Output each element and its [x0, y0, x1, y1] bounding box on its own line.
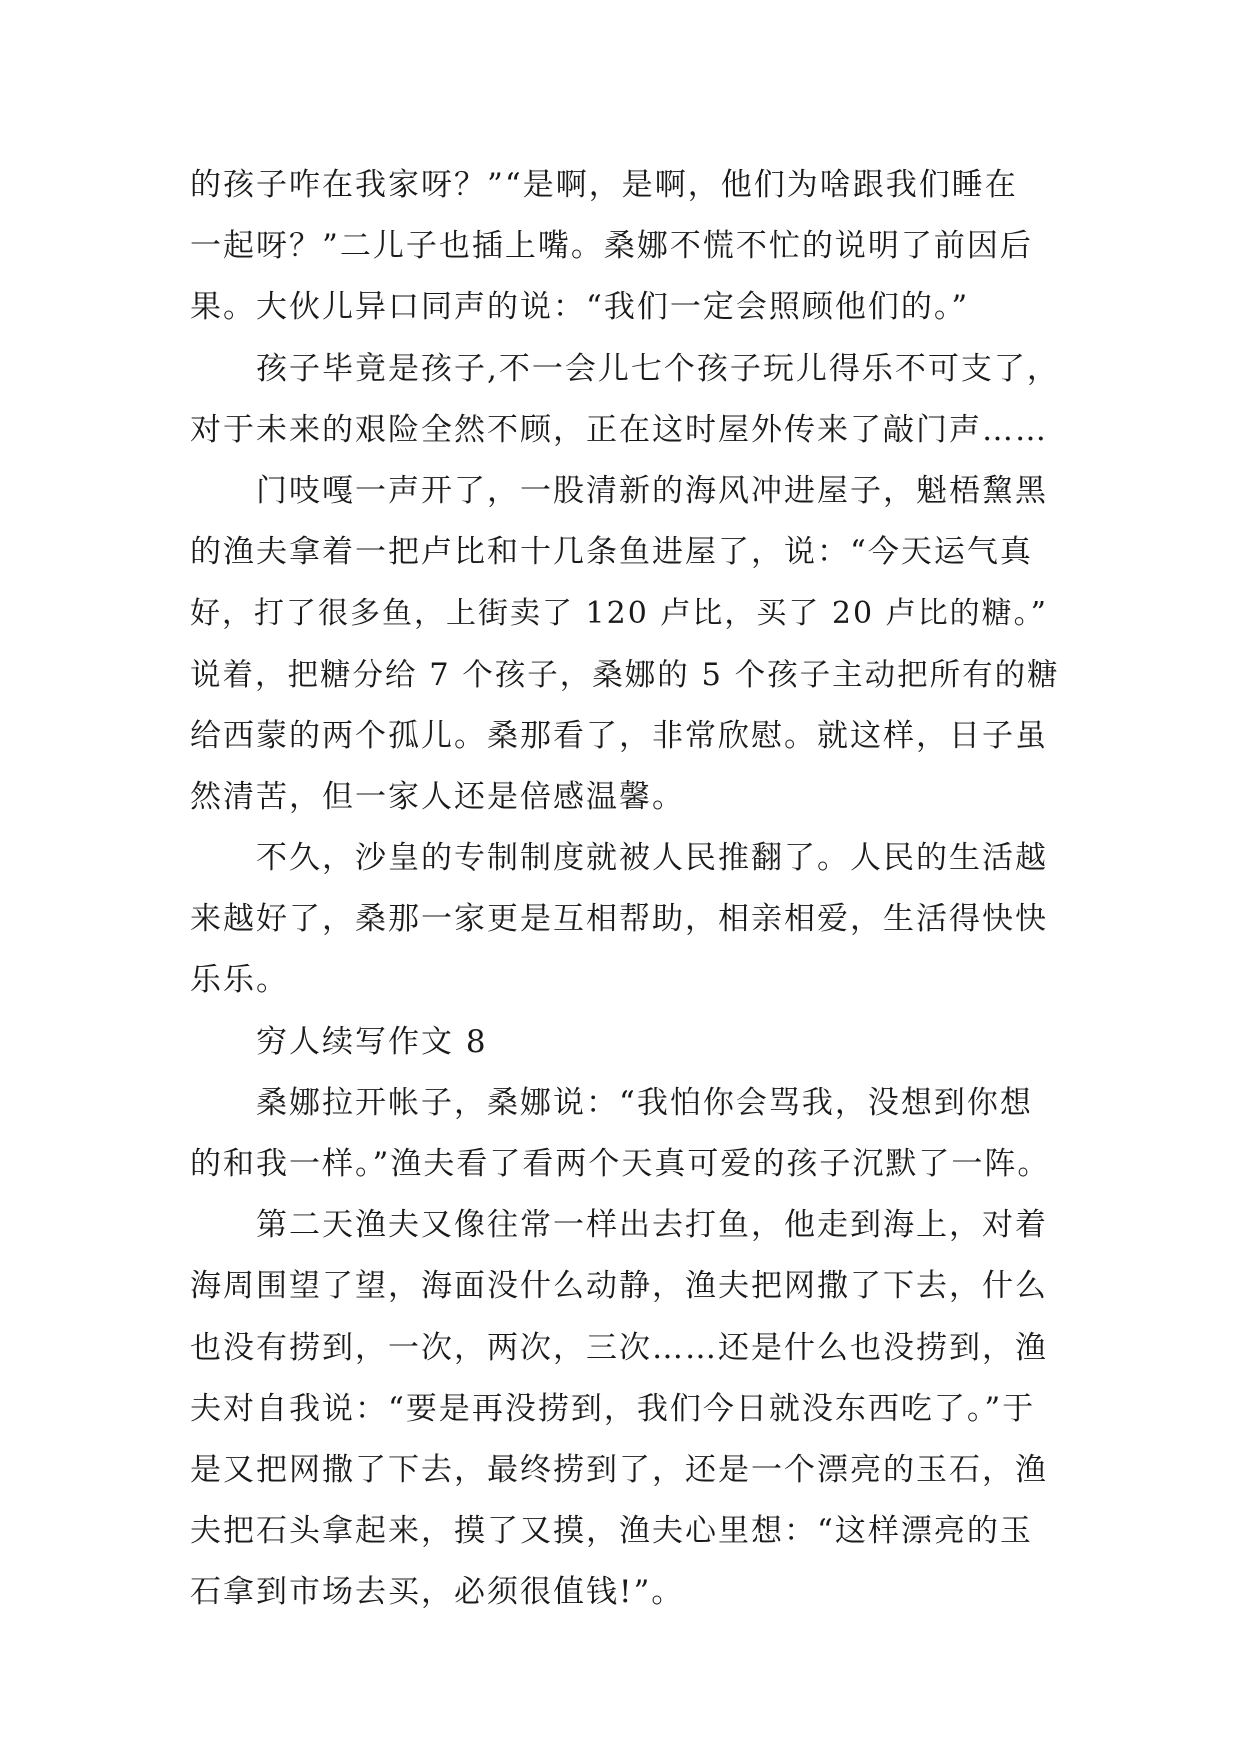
text-line: 说着，把糖分给 7 个孩子，桑娜的 5 个孩子主动把所有的糖 — [190, 657, 1060, 693]
text-line: 夫对自我说：“要是再没捞到，我们今日就没东西吃了。”于 — [190, 1390, 1036, 1427]
paragraph-start-line: 桑娜拉开帐子，桑娜说：“我怕你会骂我，没想到你想 — [256, 1084, 1033, 1121]
text-line: 也没有捞到，一次，两次，三次……还是什么也没捞到，渔 — [190, 1329, 1048, 1366]
text-line: 对于未来的艰险全然不顾，正在这时屋外传来了敲门声…… — [190, 411, 1048, 448]
text-line: 夫把石头拿起来，摸了又摸，渔夫心里想：“这样漂亮的玉 — [190, 1513, 1033, 1550]
text-line: 给西蒙的两个孤儿。桑那看了，非常欣慰。就这样，日子虽 — [190, 717, 1048, 754]
text-line: 一起呀？”二儿子也插上嘴。桑娜不慌不忙的说明了前因后 — [190, 228, 1033, 265]
text-line: 海周围望了望，海面没什么动静，渔夫把网撒了下去，什么 — [190, 1268, 1048, 1305]
paragraph-start-line: 不久，沙皇的专制制度就被人民推翻了。人民的生活越 — [256, 840, 1048, 877]
text-line: 的和我一样。”渔夫看了看两个天真可爱的孩子沉默了一阵。 — [190, 1146, 1051, 1182]
paragraph-start-line: 孩子毕竟是孩子,不一会儿七个孩子玩儿得乐不可支了， — [256, 350, 1060, 387]
text-line: 好，打了很多鱼，上街卖了 120 卢比，买了 20 卢比的糖。” — [190, 596, 1048, 632]
text-line: 乐乐。 — [190, 962, 289, 999]
text-line: 果。大伙儿异口同声的说：“我们一定会照顾他们的。” — [190, 289, 970, 326]
text-line: 的孩子咋在我家呀？”“是啊，是啊，他们为啥跟我们睡在 — [190, 167, 1018, 203]
text-line: 然清苦，但一家人还是倍感温馨。 — [190, 778, 685, 815]
text-line: 来越好了，桑那一家更是互相帮助，相亲相爱，生活得快快 — [190, 901, 1048, 938]
section-heading: 穷人续写作文 8 — [256, 1023, 488, 1060]
paragraph-start-line: 门吱嘎一声开了，一股清新的海风冲进屋子，魁梧黧黑 — [256, 472, 1048, 509]
document-body — [190, 155, 1060, 1624]
text-line: 的渔夫拿着一把卢比和十几条鱼进屋了，说：“今天运气真 — [190, 534, 1033, 571]
text-line: 是又把网撒了下去，最终捞到了，还是一个漂亮的玉石，渔 — [190, 1451, 1048, 1488]
paragraph-start-line: 第二天渔夫又像往常一样出去打鱼，他走到海上，对着 — [256, 1207, 1048, 1244]
text-line: 石拿到市场去买，必须很值钱!”。 — [190, 1574, 685, 1611]
